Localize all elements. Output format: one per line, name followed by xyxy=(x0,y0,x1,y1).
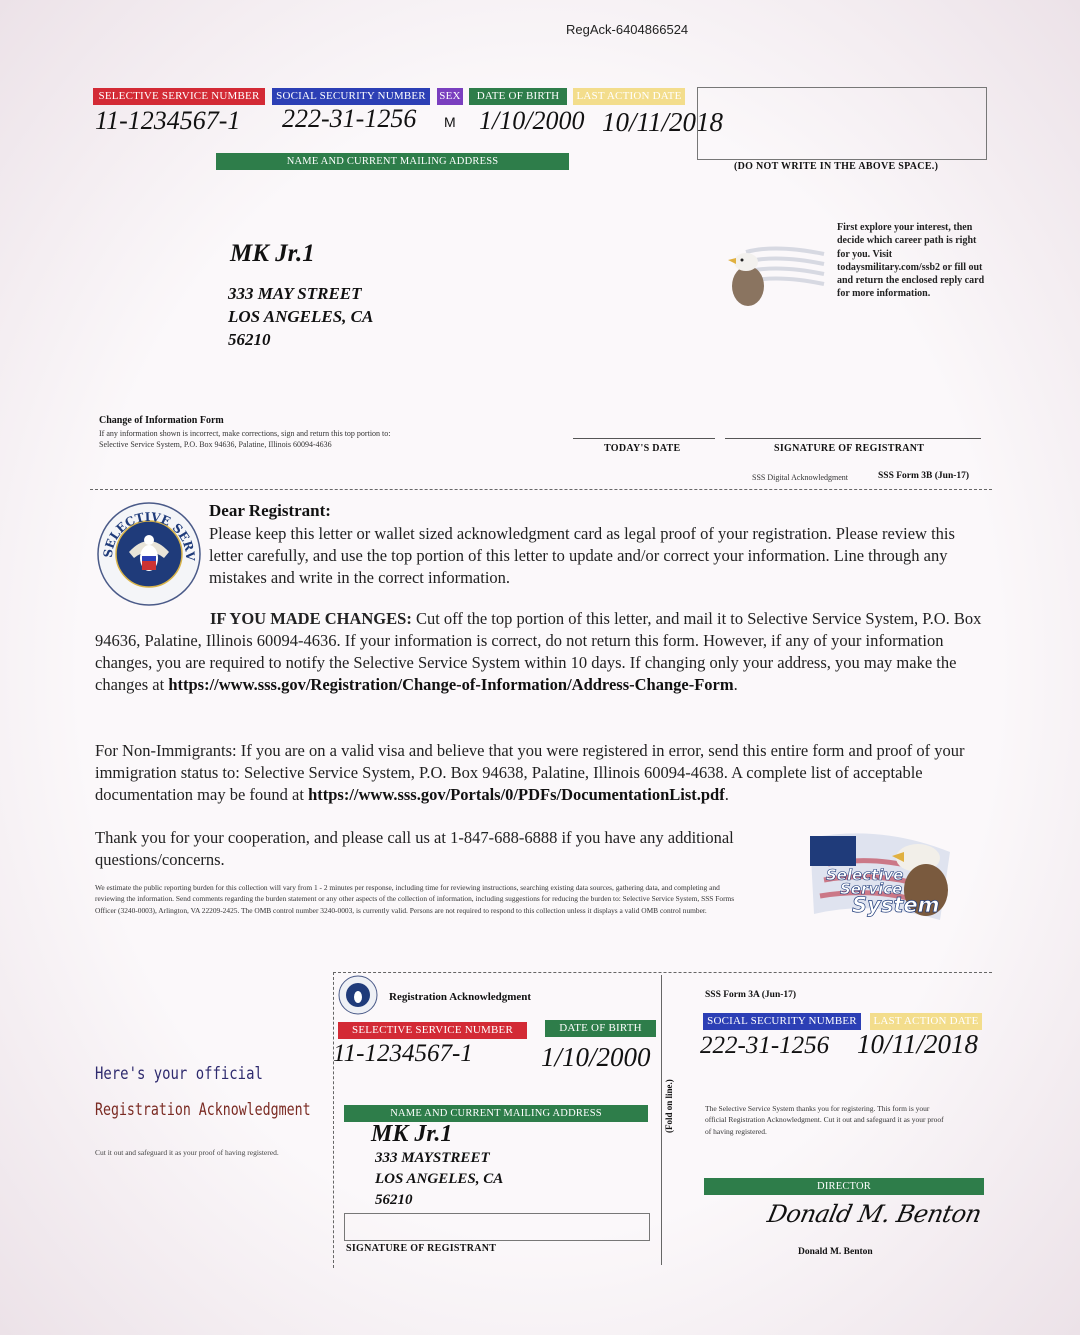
office-use-box xyxy=(697,87,987,160)
card-last-action-date: 10/11/2018 xyxy=(857,1029,978,1059)
logo-word-service: Service xyxy=(840,880,903,898)
documentation-list-link[interactable]: https://www.sss.gov/Portals/0/PDFs/DocumentationList.pdf xyxy=(308,785,725,804)
card-signature-box[interactable] xyxy=(344,1213,650,1241)
card-dob-label: DATE OF BIRTH xyxy=(545,1020,656,1037)
logo-word-system: System xyxy=(852,893,940,917)
explore-career-text: First explore your interest, then decide which career path is right for you. Visit todaysmilitary.com/ssb2 or fill out and return the enclosed reply card for more information. xyxy=(837,222,985,300)
last-action-date-label: LAST ACTION DATE xyxy=(573,88,685,105)
name-address-label: NAME AND CURRENT MAILING ADDRESS xyxy=(216,153,569,170)
director-name: Donald M. Benton xyxy=(798,1247,873,1257)
form-3a-id: SSS Form 3A (Jun-17) xyxy=(705,990,797,1000)
sex-value: M xyxy=(444,114,456,130)
card-fold-line xyxy=(661,975,662,1265)
social-security-number-label: SOCIAL SECURITY NUMBER xyxy=(272,88,430,105)
card-address-city: LOS ANGELES, CA xyxy=(375,1171,504,1187)
address-city: LOS ANGELES, CA xyxy=(228,307,374,326)
sss-logo xyxy=(800,830,960,938)
do-not-write-note: (DO NOT WRITE IN THE ABOVE SPACE.) xyxy=(734,161,939,172)
card-selective-number: 11-1234567-1 xyxy=(333,1040,473,1067)
official-ack-heading-1: Here's your official xyxy=(95,1064,263,1084)
sss-seal xyxy=(94,500,204,608)
address-zip: 56210 xyxy=(228,330,271,349)
change-form-line2: Selective Service System, P.O. Box 94636, Palatine, Illinois 60094-4636 xyxy=(99,440,332,449)
date-of-birth-label: DATE OF BIRTH xyxy=(469,88,567,105)
card-cut-line-left xyxy=(333,972,334,1268)
letter-greeting: Dear Registrant: xyxy=(209,501,331,520)
card-address-zip: 56210 xyxy=(375,1192,413,1208)
card-cut-line-top xyxy=(333,972,992,973)
changes-heading: IF YOU MADE CHANGES: xyxy=(210,609,412,628)
card-registrant-name: MK Jr.1 xyxy=(371,1121,453,1147)
fold-on-line-note: (Fold on line.) xyxy=(664,1079,674,1133)
card-seal-icon xyxy=(337,975,379,1015)
burden-statement: We estimate the public reporting burden for this collection will vary from 1 - 2 minutes per response, including time for reviewing instructions, searching existing data sources, gathering data, and completing and reviewing the information. Send comments regarding the burden statement or any other aspects of the collection of information, including suggestions for reducing the burden to: Selective Service System, SSS Forms Officer (3240-0003), Arlington, VA 22209-2425. The OMB control number 3240-0003, is currently valid. Persons are not required to respond to this collection unless it displays a valid OMB control number. xyxy=(95,883,735,915)
card-thanks-text: The Selective Service System thanks you for registering. This form is your official Registration Acknowledgment. Cut it out and safeguard it as your proof of having registered. xyxy=(705,1104,944,1136)
mailing-address xyxy=(228,282,373,351)
letter-non-immigrant-paragraph: For Non-Immigrants: If you are on a valid visa and believe that you were registered in error, send this entire form and proof of your immigration status to: Selective Service System, P.O. Box 94638, Palatine, Illinois 60094-4638. A complete list of acceptable documentation may be found at https://www.sss.gov/Portals/0/PDFs/DocumentationList.pdf. xyxy=(95,741,965,804)
seal-ring-text: SELECTIVE SERV xyxy=(100,509,198,562)
card-address xyxy=(375,1148,503,1211)
card-dob: 1/10/2000 xyxy=(541,1042,651,1072)
card-ssn-label: SOCIAL SECURITY NUMBER xyxy=(703,1013,861,1030)
letter-paragraph-1: Please keep this letter or wallet sized acknowledgment card as legal proof of your registration. Please review this letter carefully, and use the top portion of this letter to update and/or correct your information. Line through any mistakes and write in the correct information. xyxy=(209,524,955,587)
card-selective-label: SELECTIVE SERVICE NUMBER xyxy=(338,1022,527,1039)
address-street: 333 MAY STREET xyxy=(228,284,362,303)
card-signature-label: SIGNATURE OF REGISTRANT xyxy=(346,1243,497,1254)
signature-line xyxy=(725,438,981,439)
letter-changes-paragraph: IF YOU MADE CHANGES: Cut off the top portion of this letter, and mail it to Selective Service System, P.O. Box 94636, Palatine, Illinois 60094-4636. If your information is correct, do not return this form. However, if any of your information changes, you are required to notify the Selective Service System within 10 days. If changing only your address, you may make the changes at https://www.sss.gov/Registration/Change-of-Information/Address-Change-Form. xyxy=(95,609,982,694)
last-action-date: 10/11/2018 xyxy=(602,107,723,137)
card-last-action-label: LAST ACTION DATE xyxy=(870,1013,982,1030)
todays-date-label: TODAY'S DATE xyxy=(604,443,681,454)
logo-word-selective: Selective xyxy=(826,866,904,884)
card-name-address-label: NAME AND CURRENT MAILING ADDRESS xyxy=(344,1105,648,1122)
non-immigrant-text: For Non-Immigrants: If you are on a valid visa and believe that you were registered in error, send this entire form and proof of your immigration status to: Selective Service System, P.O. Box 94638, Palatine, Illinois 60094-4638. A complete list of acceptable documentation may be found at xyxy=(95,741,965,804)
changes-text: Cut off the top portion of this letter, and mail it to Selective Service System, P.O. Box 94636, Palatine, Illinois 60094-4636. If your information is correct, do not return this form. However, if any of your information changes, you are required to notify the Selective Service System within 10 days. If changing only your address, you may make the changes at xyxy=(95,609,982,694)
card-ssn: 222-31-1256 xyxy=(700,1032,830,1059)
registrant-name: MK Jr.1 xyxy=(230,240,315,267)
signature-label: SIGNATURE OF REGISTRANT xyxy=(774,443,925,454)
change-form-line1: If any information shown is incorrect, make corrections, sign and return this top portion to: xyxy=(99,429,391,438)
official-ack-note: Cut it out and safeguard it as your proof of having registered. xyxy=(95,1148,279,1157)
card-address-street: 333 MAYSTREET xyxy=(375,1150,490,1166)
selective-service-number: 11-1234567-1 xyxy=(95,106,241,135)
official-ack-heading-2: Registration Acknowledgment xyxy=(95,1100,311,1120)
address-change-link[interactable]: https://www.sss.gov/Registration/Change-of-Information/Address-Change-Form xyxy=(168,675,734,694)
director-label: DIRECTOR xyxy=(704,1178,984,1195)
digital-ack-label: SSS Digital Acknowledgment xyxy=(752,473,848,482)
change-form-title: Change of Information Form xyxy=(99,415,224,426)
date-of-birth: 1/10/2000 xyxy=(479,106,585,135)
director-signature: Donald M. Benton xyxy=(765,1200,984,1228)
eagle-flag-image xyxy=(706,240,826,308)
letter-thanks: Thank you for your cooperation, and please call us at 1-847-688-6888 if you have any additional questions/concerns. xyxy=(95,828,734,869)
sex-label: SEX xyxy=(437,88,463,105)
regack-id: RegAck-6404866524 xyxy=(566,22,689,37)
social-security-number: 222-31-1256 xyxy=(282,104,417,133)
card-title: Registration Acknowledgment xyxy=(389,991,532,1003)
todays-date-line xyxy=(573,438,715,439)
form-3b-id: SSS Form 3B (Jun-17) xyxy=(878,471,970,481)
selective-service-number-label: SELECTIVE SERVICE NUMBER xyxy=(93,88,265,105)
cut-line-top xyxy=(90,489,992,490)
